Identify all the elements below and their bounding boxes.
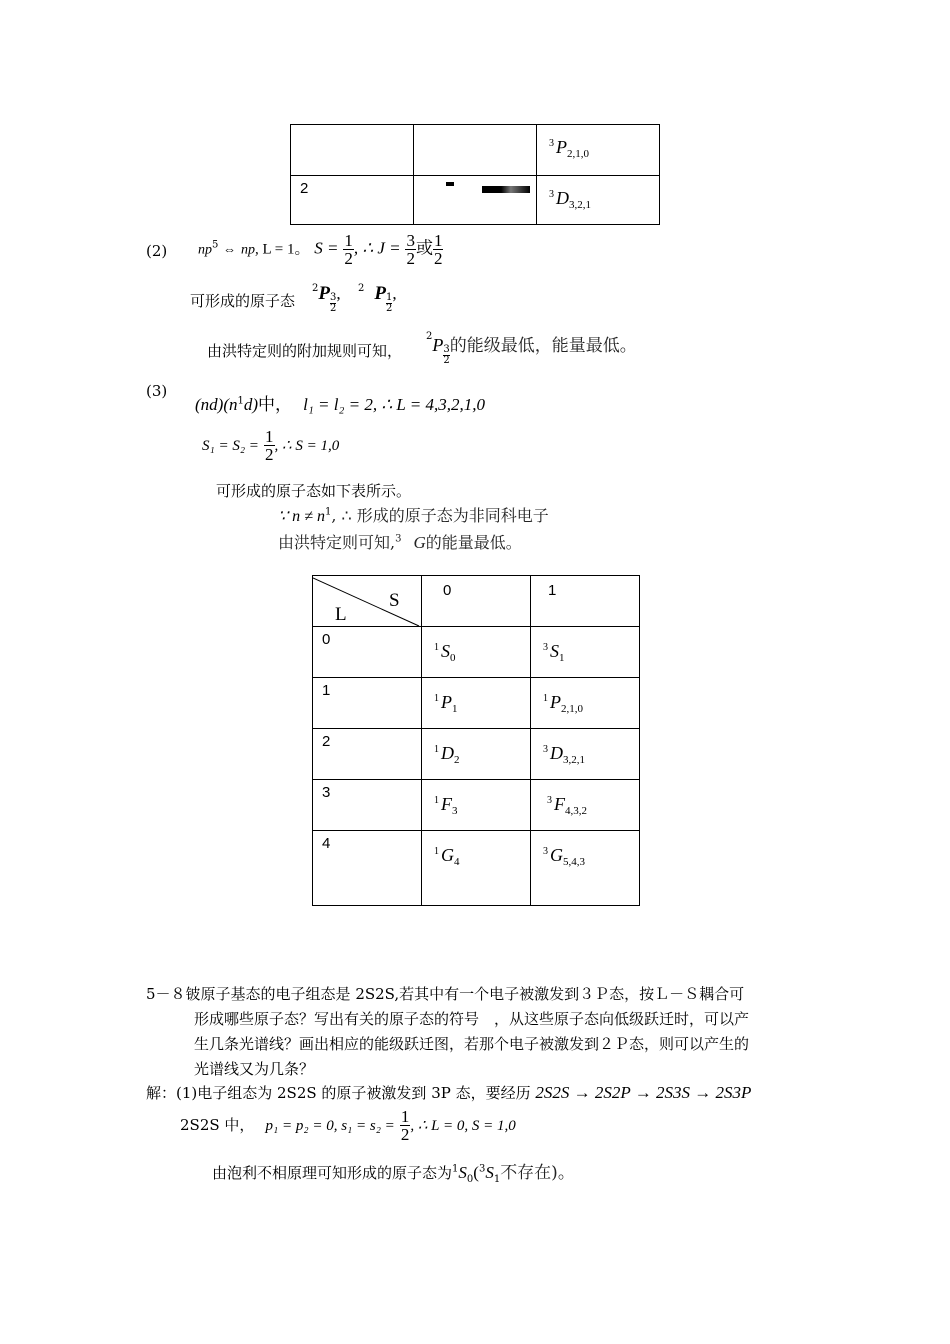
- problem-line-1: 5－８铍原子基态的电子组态是 2S2S,若其中有一个电子被激发到３Ｐ态，按Ｌ－Ｓ耦合可: [146, 985, 745, 1003]
- diagonal-line: [313, 576, 421, 627]
- table-corner-header: [313, 576, 422, 627]
- part3-line2: S₁ = S₂ = $\frac{1}{2}$ , ∴ S = 1,0: [202, 427, 340, 464]
- header-s: S: [389, 590, 400, 611]
- problem-line-3: 生几条光谱线？画出相应的能级跃迁图，若那个电子被激发到２Ｐ态，则可以产生的: [194, 1035, 750, 1053]
- top-cell: [291, 125, 414, 176]
- top-cell-artifact: [414, 176, 537, 225]
- table-row: 1 $^1$ $P_1$ $^1$ $P_{2,1,0}$: [313, 678, 640, 729]
- part3-line3: 可形成的原子态如下表所示。: [216, 482, 412, 500]
- problem-line-2: 形成哪些原子态？写出有关的原子态的符号 ，从这些原子态向低级跃迁时，可以产: [194, 1010, 750, 1028]
- part2-state-1: $^2$P $\frac{3}{2}$ ,: [312, 283, 341, 314]
- header-col-1: 1: [531, 576, 640, 627]
- table-row: 2 $^1$ $D_2$ $^3$ $D_{3,2,1}$: [313, 729, 640, 780]
- part2-hund-text: 由洪特定则的附加规则可知，: [207, 342, 403, 360]
- part2-states-text: 可形成的原子态: [190, 292, 296, 310]
- part2-state-2: $^2$ P $\frac{1}{2}$ ,: [358, 283, 397, 314]
- table-row: 0 $^1$ $S_0$ $^3$ $S_1$: [313, 627, 640, 678]
- part2-formula: $np^5$ ⇔ np, L = 1。 S = $\frac{1}{2}$ , ∴ J = $\frac{3}{2}$ 或 $\frac{1}{2}$: [198, 231, 443, 268]
- header-l: L: [335, 604, 347, 625]
- header-col-0: 0: [422, 576, 531, 627]
- ls-term-table: [312, 575, 640, 906]
- part3-line5: 由洪特定则可知,$^3$ G的能量最低。: [278, 533, 522, 552]
- top-cell: 2: [291, 176, 414, 225]
- table-row: 4 $^1$ $G_4$ $^3$ $G_{5,4,3}$: [313, 831, 640, 906]
- part3-label: (3): [146, 382, 168, 400]
- top-table: [290, 124, 660, 225]
- solution-line-1: 解：(1)电子组态为 2S2S 的原子被激发到 3P 态，要经历 2S2S → 2S2P → 2S3S → 2S3P: [146, 1083, 752, 1102]
- solution-line-3: 由泡利不相原理可知形成的原子态为$^1S_0(^3S_1$不存在)。: [212, 1163, 575, 1186]
- problem-line-4: 光谱线又为几条？: [194, 1060, 315, 1078]
- part3-line1: $(nd)(n^1d)$中， l₁ = l₂ = 2, ∴ L = 4,3,2,1,0: [195, 395, 486, 415]
- top-cell-term: $^3$ $D_{3,2,1}$: [537, 176, 660, 225]
- solution-line-2: 2S2S 中， p₁ = p₂ = 0, s₁ = s₂ = $\frac{1}{2}$ , ∴ L = 0, S = 1,0: [180, 1107, 516, 1144]
- table-row: 3 $^1$ $F_3$ $^3$ $F_{4,3,2}$: [313, 780, 640, 831]
- top-cell: [414, 125, 537, 176]
- top-cell-term: $^3$ $P_{2,1,0}$: [537, 125, 660, 176]
- part3-line4: ∵ $n \ne n^1$, ∴ 形成的原子态为非同科电子: [278, 506, 549, 525]
- part2-label: (2): [146, 242, 168, 260]
- part2-hund-state: $^2$P $\frac{3}{2}$ 的能级最低，能量最低。: [426, 331, 637, 366]
